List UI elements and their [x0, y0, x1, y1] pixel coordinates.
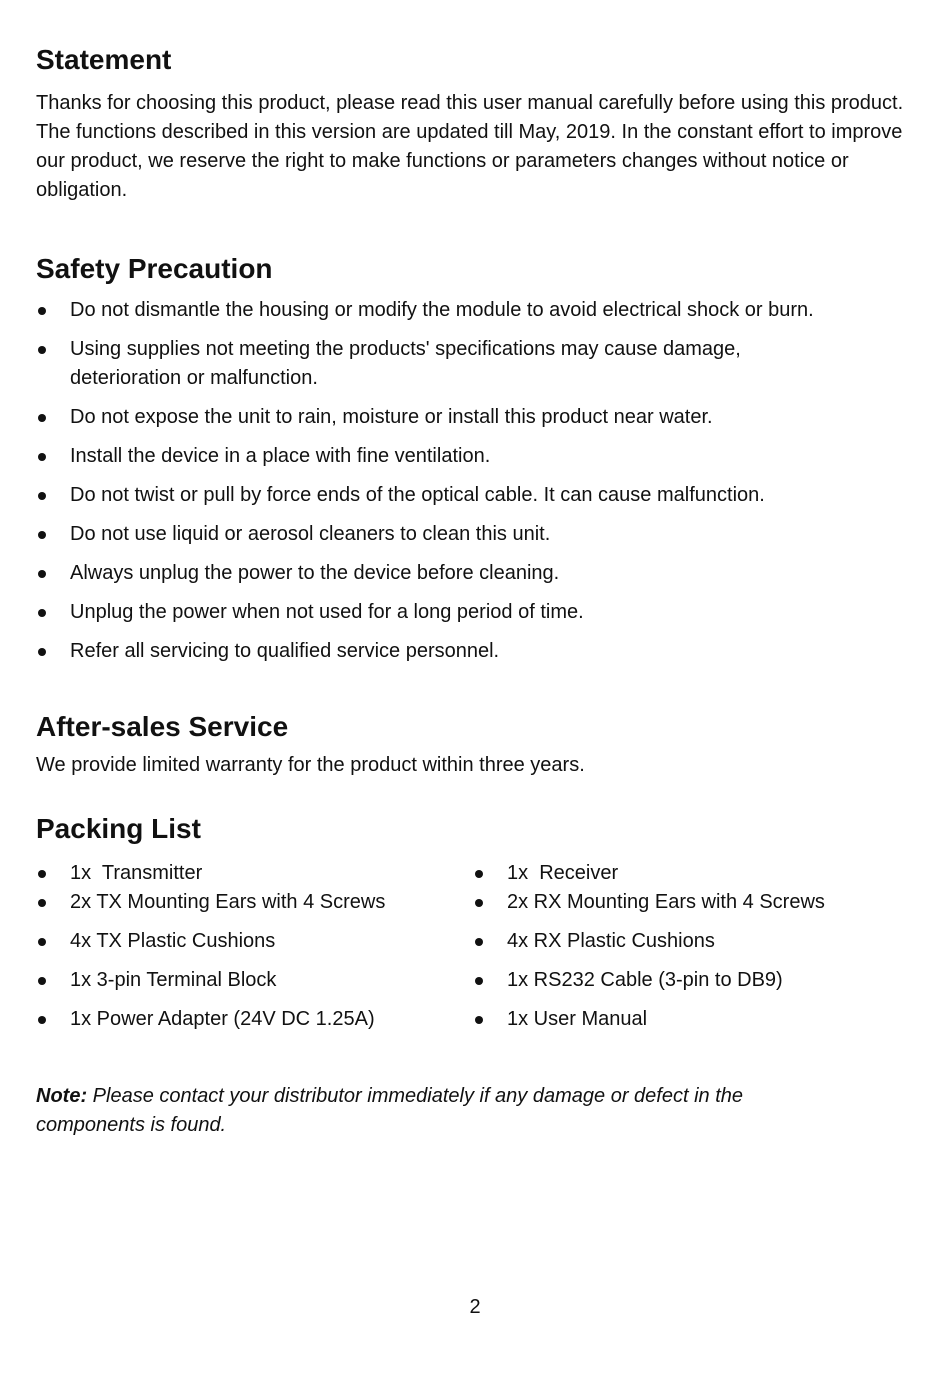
list-item: 4x RX Plastic Cushions — [473, 927, 913, 956]
statement-body: Thanks for choosing this product, please read this user manual carefully before using this product. The functions described in this version are updated till May, 2019. In the constant effort to improve our product, we reserve the right to make functions or parameters changes without notice or obligation. — [36, 92, 904, 201]
list-item: Refer all servicing to qualified service personnel. — [36, 637, 916, 666]
safety-list — [36, 296, 916, 666]
list-item: Always unplug the power to the device before cleaning. — [36, 559, 916, 588]
packing-heading: Packing List — [36, 813, 201, 844]
list-item: 1x Power Adapter (24V DC 1.25A) — [36, 1005, 476, 1034]
bullet-icon — [38, 346, 46, 354]
statement-heading: Statement — [36, 44, 172, 75]
list-item: Install the device in a place with fine ventilation. — [36, 442, 916, 471]
bullet-icon — [38, 531, 46, 539]
bullet-icon — [38, 648, 46, 656]
bullet-icon — [475, 938, 483, 946]
safety-heading: Safety Precaution — [36, 253, 273, 284]
list-item: 4x TX Plastic Cushions — [36, 927, 476, 956]
bullet-icon — [38, 870, 46, 878]
bullet-icon — [38, 609, 46, 617]
bullet-icon — [38, 899, 46, 907]
list-item: Do not expose the unit to rain, moisture or install this product near water. — [36, 403, 916, 432]
list-item: 2x RX Mounting Ears with 4 Screws — [473, 888, 913, 917]
page-number: 2 — [469, 1296, 481, 1318]
after-sales-heading: After-sales Service — [36, 711, 289, 742]
bullet-icon — [38, 938, 46, 946]
note — [36, 1082, 856, 1140]
bullet-icon — [475, 899, 483, 907]
list-item: Unplug the power when not used for a long period of time. — [36, 598, 916, 627]
bullet-icon — [38, 977, 46, 985]
packing-list-left — [36, 859, 476, 1034]
bullet-icon — [38, 307, 46, 315]
note-text: Please contact your distributor immediately if any damage or defect in the components is found. — [36, 1085, 743, 1136]
list-item: Do not use liquid or aerosol cleaners to clean this unit. — [36, 520, 916, 549]
bullet-icon — [475, 870, 483, 878]
list-item: 1x RS232 Cable (3-pin to DB9) — [473, 966, 913, 995]
bullet-icon — [38, 1016, 46, 1024]
list-item: 1x 3-pin Terminal Block — [36, 966, 476, 995]
list-item: 1x User Manual — [473, 1005, 913, 1034]
list-item: 2x TX Mounting Ears with 4 Screws — [36, 888, 476, 917]
list-item: 1x Receiver — [473, 859, 913, 888]
list-item: Do not twist or pull by force ends of the optical cable. It can cause malfunction. — [36, 481, 916, 510]
bullet-icon — [475, 977, 483, 985]
bullet-icon — [475, 1016, 483, 1024]
bullet-icon — [38, 453, 46, 461]
bullet-icon — [38, 414, 46, 422]
bullet-icon — [38, 492, 46, 500]
after-sales-body: We provide limited warranty for the product within three years. — [36, 754, 585, 776]
note-label: Note: — [36, 1085, 88, 1107]
list-item: Using supplies not meeting the products' specifications may cause damage, deterioration or malfunction. — [36, 335, 916, 393]
bullet-icon — [38, 570, 46, 578]
list-item: Do not dismantle the housing or modify the module to avoid electrical shock or burn. — [36, 296, 916, 325]
list-item: 1x Transmitter — [36, 859, 476, 888]
packing-list-right — [473, 859, 913, 1034]
